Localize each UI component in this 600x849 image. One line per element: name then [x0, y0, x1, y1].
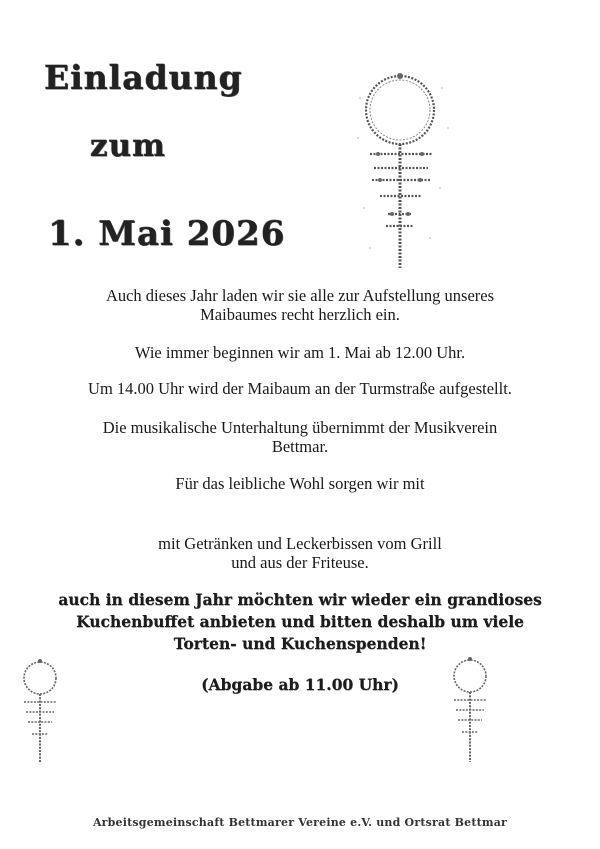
title-date: 1. Mai 2026 [48, 214, 286, 254]
paragraph-music-line1: Die musikalische Unterhaltung übernimmt der Musikverein [102, 418, 498, 437]
highlight-line1: auch in diesem Jahr möchten wir wieder ein grandioses [58, 590, 542, 609]
highlight-line3: Torten- und Kuchenspenden! [173, 634, 427, 653]
paragraph-start-time: Wie immer beginnen wir am 1. Mai ab 12.00 Uhr. [134, 343, 466, 362]
paragraph-food-line1: mit Getränken und Leckerbissen vom Grill [158, 534, 442, 553]
maypole-emblem-icon [440, 654, 500, 766]
footer-organizer: Arbeitsgemeinschaft Bettmarer Vereine e.V. und Ortsrat Bettmar [92, 816, 508, 829]
paragraph-intro-line1: Auch dieses Jahr laden wir sie alle zur Aufstellung unseres [105, 286, 495, 305]
paragraph-music-line2: Bettmar. [271, 437, 329, 456]
title-einladung: Einladung [44, 58, 243, 97]
maypole-emblem-icon [350, 68, 462, 273]
paragraph-food-line2: und aus der Friteuse. [231, 553, 369, 572]
maypole-emblem-icon [10, 656, 70, 766]
title-zum: zum [90, 128, 166, 164]
paragraph-intro-line2: Maibaumes recht herzlich ein. [200, 305, 400, 324]
paragraph-catering: Für das leibliche Wohl sorgen wir mit [175, 474, 425, 493]
paragraph-raising-time: Um 14.00 Uhr wird der Maibaum an der Turmstraße aufgestellt. [88, 379, 512, 398]
highlight-line2: Kuchenbuffet anbieten und bitten deshalb um viele [76, 612, 524, 631]
highlight-note: (Abgabe ab 11.00 Uhr) [201, 675, 399, 694]
